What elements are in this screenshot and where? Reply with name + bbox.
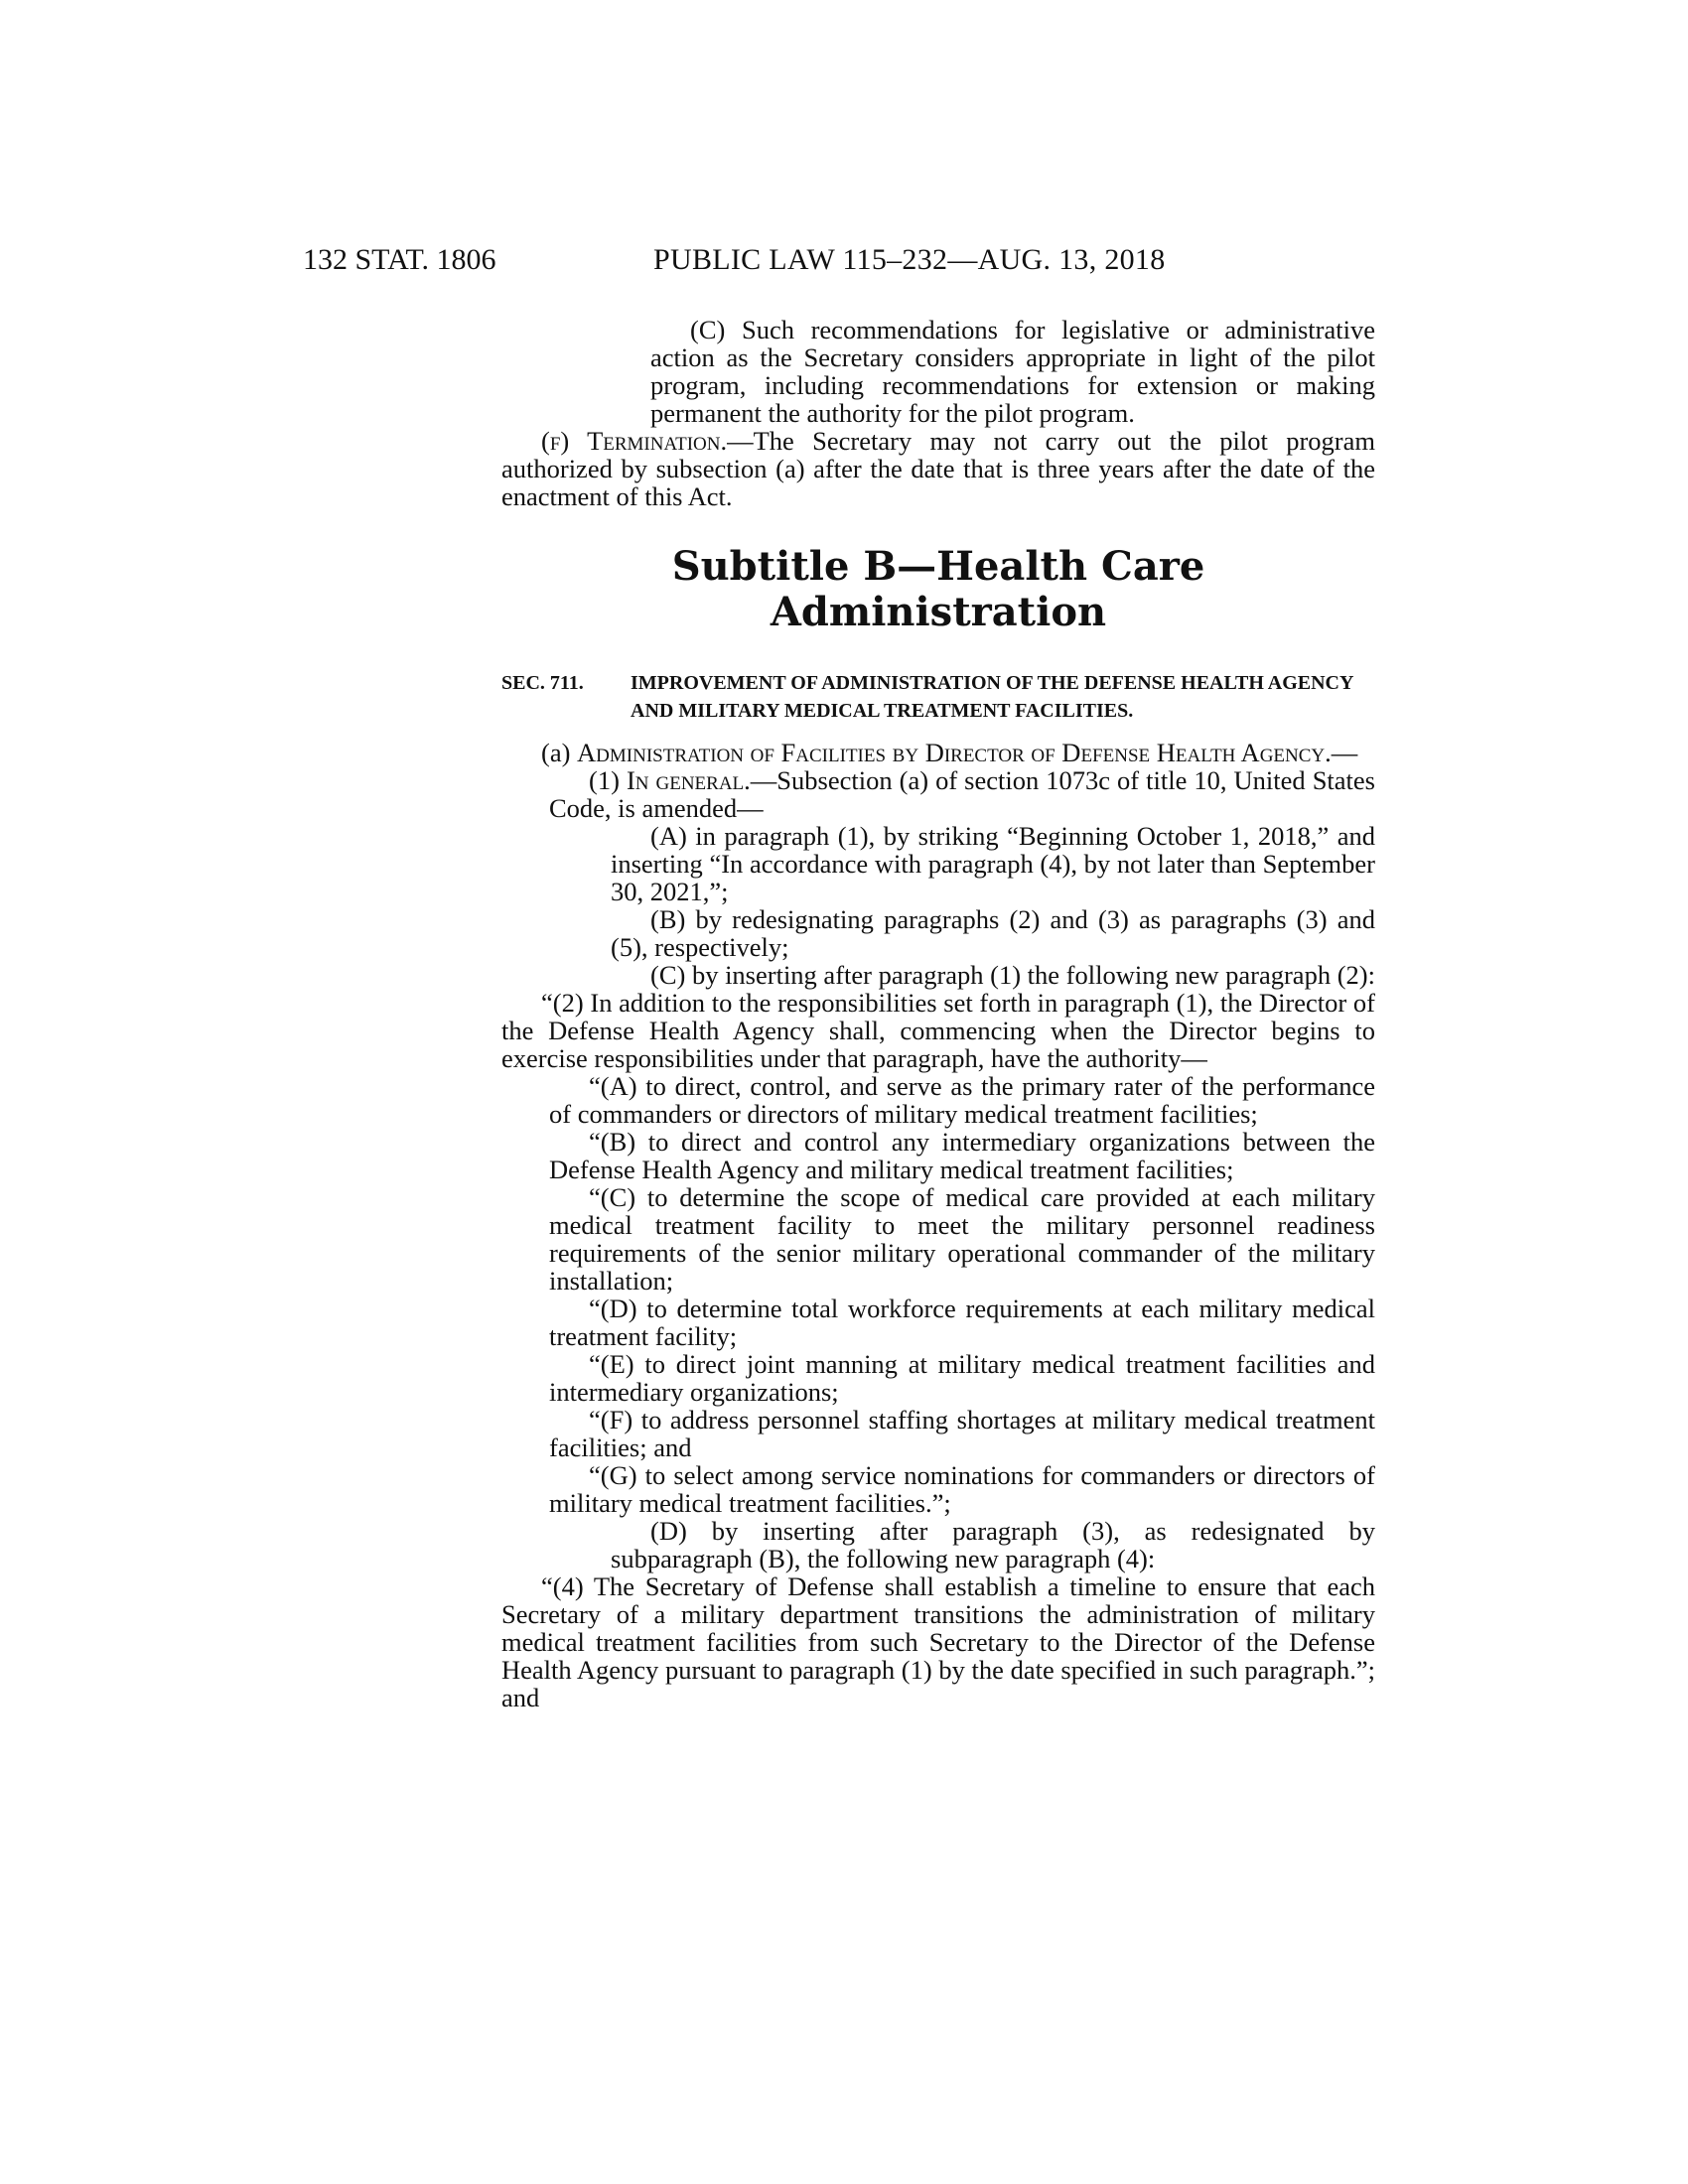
termination-text: .—The Secretary may not carry out the pilot program authorized by subsection (a) after the date that is three years after the date of the enactment of this Act.: [501, 426, 1375, 511]
section-title: IMPROVEMENT OF ADMINISTRATION OF THE DEFENSE HEALTH AGENCY AND MILITARY MEDICAL TREATMENT FACILITIES.: [631, 672, 1353, 722]
clause-d: (D) by inserting after paragraph (3), as redesignated by subparagraph (B), the following new paragraph (4):: [611, 1516, 1375, 1573]
page-stat-citation: 132 STAT. 1806: [303, 243, 496, 276]
subsection-a-suffix: .—: [1325, 738, 1358, 767]
paragraph-1-text: .—Subsection (a) of section 1073c of title 10, United States Code, is amended—: [549, 765, 1375, 823]
authority-item-b: “(B) to direct and control any intermediary organizations between the Defense Health Agency and military medical treatment facilities;: [549, 1127, 1375, 1184]
paragraph-1-heading: In general: [626, 765, 745, 795]
authority-item-d: “(D) to determine total workforce requirements at each military medical treatment facility;: [549, 1294, 1375, 1351]
termination-heading: (f) Termination: [541, 426, 721, 456]
paragraph-1: [549, 766, 1375, 822]
authority-item-g: “(G) to select among service nominations for commanders or directors of military medical treatment facilities.”;: [549, 1460, 1375, 1518]
subsection-a-prefix: (a): [541, 738, 578, 767]
subsection-a: [501, 739, 1375, 766]
quoted-paragraph-2: “(2) In addition to the responsibilities set forth in paragraph (1), the Director of the Defense Health Agency shall, commencing when the Director begins to exercise responsibilities under that paragraph, have the authority—: [501, 988, 1375, 1073]
authority-item-a: “(A) to direct, control, and serve as the primary rater of the performance of commanders or directors of military medical treatment facilities;: [549, 1071, 1375, 1129]
authority-item-f: “(F) to address personnel staffing shortages at military medical treatment facilities; and: [549, 1405, 1375, 1462]
authority-item-c: “(C) to determine the scope of medical care provided at each military medical treatment facility to meet the military personnel readiness requirements of the senior military operational commander of the military installation;: [549, 1182, 1375, 1296]
section-heading: [501, 669, 1375, 725]
paragraph-c-recommendations: (C) Such recommendations for legislative or administrative action as the Secretary considers appropriate in light of the pilot program, including recommendations for extension or making permanent the authority for the pilot program.: [650, 315, 1375, 428]
running-head: PUBLIC LAW 115–232—AUG. 13, 2018: [653, 243, 1166, 276]
document-body: [501, 316, 1375, 1711]
clause-c: (C) by inserting after paragraph (1) the following new paragraph (2):: [650, 960, 1375, 990]
quoted-paragraph-4: “(4) The Secretary of Defense shall establish a timeline to ensure that each Secretary of a military department transitions the administration of military medical treatment facilities from such Secretary to the Director of the Defense Health Agency pursuant to paragraph (1) by the date specified in such paragraph.”; and: [501, 1571, 1375, 1712]
paragraph-f-termination: [501, 427, 1375, 510]
clause-a: (A) in paragraph (1), by striking “Beginning October 1, 2018,” and inserting “In accordance with paragraph (4), by not later than September 30, 2021,”;: [611, 821, 1375, 906]
authority-item-e: “(E) to direct joint manning at military medical treatment facilities and intermediary organizations;: [549, 1349, 1375, 1407]
subsection-a-heading: Administration of Facilities by Director of Defense Health Agency: [577, 738, 1326, 767]
section-number: SEC. 711.: [501, 672, 584, 694]
clause-b: (B) by redesignating paragraphs (2) and (3) as paragraphs (3) and (5), respectively;: [611, 904, 1375, 962]
paragraph-1-prefix: (1): [589, 765, 627, 795]
subtitle-heading: Subtitle B—Health Care Administration: [671, 543, 1205, 635]
